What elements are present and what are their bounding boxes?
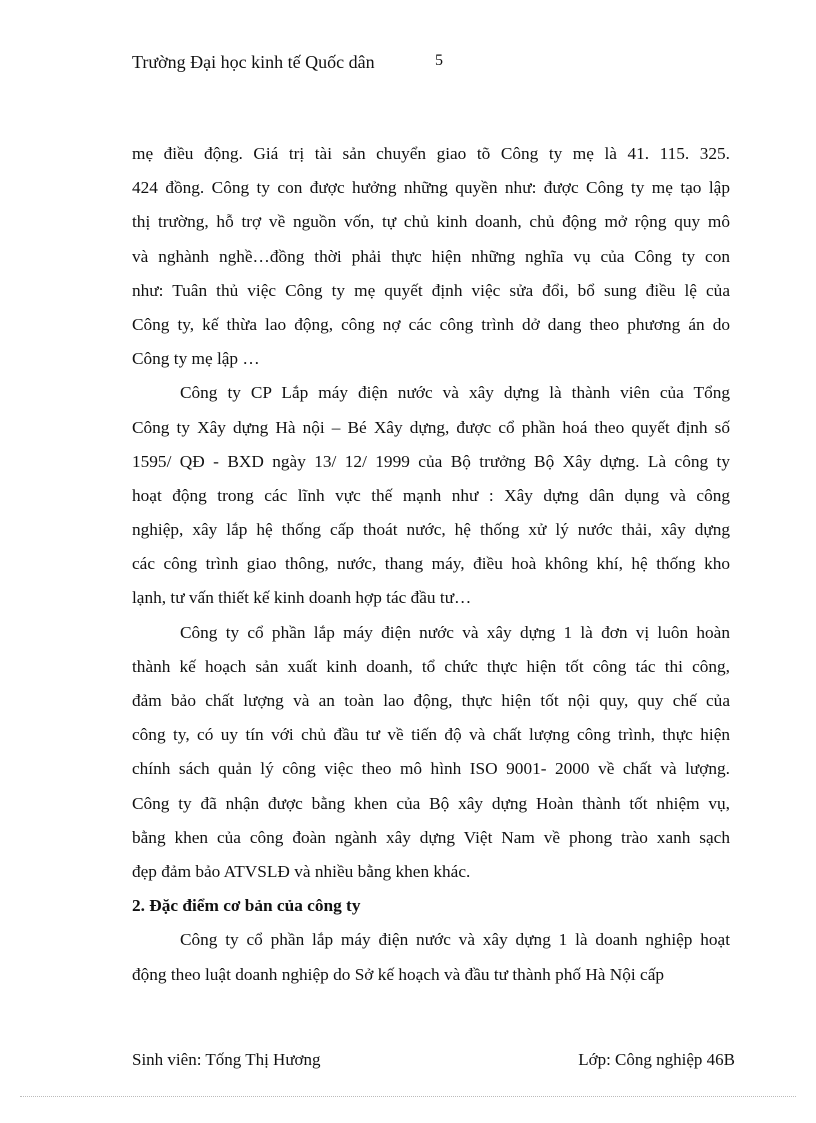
text-line: và nghành nghề…đồng thời phải thực hiện những nghĩa vụ của Công ty con (132, 246, 730, 266)
text-line: lạnh, tư vấn thiết kế kinh doanh hợp tác đầu tư… (132, 588, 472, 608)
paragraph-3 (132, 616, 730, 890)
text-line: động theo luật doanh nghiệp do Sở kế hoạch và đầu tư thành phố Hà Nội cấp (132, 964, 665, 984)
text-line: Công ty cổ phần lắp máy điện nước và xây dựng 1 là đơn vị luôn hoàn (180, 622, 730, 642)
student-name: Sinh viên: Tống Thị Hương (132, 1050, 321, 1069)
text-line: thị trường, hỗ trợ về nguồn vốn, tự chủ kinh doanh, chủ động mở rộng quy mô (132, 212, 730, 232)
text-line: Công ty, kế thừa lao động, công nợ các công trình dở dang theo phương án do (132, 314, 730, 334)
school-name: Trường Đại học kinh tế Quốc dân (132, 52, 375, 72)
document-body (132, 137, 730, 992)
text-line: Công ty đã nhận được bằng khen của Bộ xây dựng Hoàn thành tốt nhiệm vụ, (132, 793, 730, 813)
text-line: Công ty mẹ lập … (132, 349, 260, 369)
text-line: mẹ điều động. Giá trị tài sản chuyển giao tõ Công ty mẹ là 41. 115. 325. (132, 144, 730, 163)
text-line: nghiệp, xây lắp hệ thống cấp thoát nước, hệ thống xử lý nước thải, xây dựng (132, 520, 730, 540)
paragraph-1 (132, 137, 730, 376)
text-line: chính sách quản lý công việc theo mô hình ISO 9001- 2000 về chất và lượng. (132, 759, 730, 779)
text-line: hoạt động trong các lĩnh vực thế mạnh như : Xây dựng dân dụng và công (132, 485, 730, 505)
paragraph-2 (132, 376, 730, 615)
text-line: đẹp đảm bảo ATVSLĐ và nhiều bằng khen khác. (132, 861, 471, 881)
text-line: công ty, có uy tín với chủ đầu tư về tiến độ và chất lượng công trình, thực hiện (132, 725, 730, 745)
text-line: bằng khen của công đoàn ngành xây dựng Việt Nam về phong trào xanh sạch (132, 827, 730, 847)
text-line: Công ty CP Lắp máy điện nước và xây dựng là thành viên của Tổng (180, 383, 730, 403)
text-line: các công trình giao thông, nước, thang máy, điều hoà không khí, hệ thống kho (132, 554, 730, 574)
text-line: 1595/ QĐ - BXD ngày 13/ 12/ 1999 của Bộ trưởng Bộ Xây dựng. Là công ty (132, 451, 730, 471)
text-line: 424 đồng. Công ty con được hưởng những quyền như: được Công ty mẹ tạo lập (132, 178, 730, 198)
text-line: thành kế hoạch sản xuất kinh doanh, tổ chức thực hiện tốt công tác thi công, (132, 656, 730, 676)
paragraph-4 (132, 923, 730, 991)
text-line: Công ty Xây dựng Hà nội – Bé Xây dựng, được cổ phần hoá theo quyết định số (132, 417, 730, 437)
page-number: 5 (435, 52, 443, 69)
text-line: đảm bảo chất lượng và an toàn lao động, thực hiện tốt nội quy, quy chế của (132, 691, 730, 710)
page-header (132, 52, 443, 73)
class-name: Lớp: Công nghiệp 46B (578, 1050, 735, 1069)
section-heading: 2. Đặc điểm cơ bản của công ty (132, 896, 361, 916)
text-line: Công ty cổ phần lắp máy điện nước và xây dựng 1 là doanh nghiệp hoạt (180, 930, 730, 950)
text-line: như: Tuân thủ việc Công ty mẹ quyết định việc sửa đổi, bổ sung điều lệ của (132, 280, 730, 300)
page-bottom-divider (20, 1096, 796, 1097)
